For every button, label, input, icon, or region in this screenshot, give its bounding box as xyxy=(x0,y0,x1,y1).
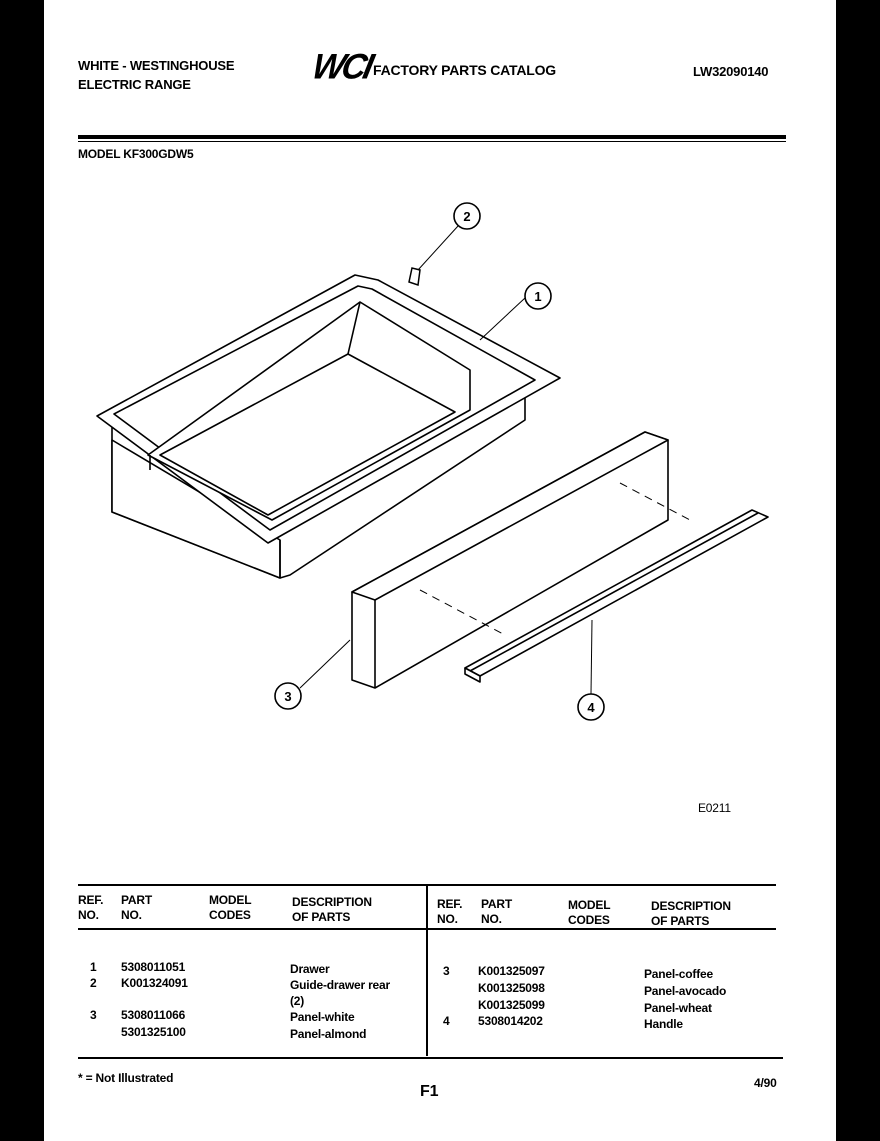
wci-logo: WCI xyxy=(308,47,375,87)
brand-line-2: ELECTRIC RANGE xyxy=(78,77,191,92)
header-model: MODEL xyxy=(568,898,611,912)
header-part-no: NO. xyxy=(481,912,502,926)
brand-line-1: WHITE - WESTINGHOUSE xyxy=(78,58,235,73)
part-no: 5308011051 xyxy=(121,960,186,974)
catalog-number: LW32090140 xyxy=(693,64,769,79)
part-description: Panel-coffee xyxy=(644,967,713,981)
ref-no: 4 xyxy=(443,1014,450,1028)
callout-2 xyxy=(454,203,480,229)
not-illustrated-note: * = Not Illustrated xyxy=(78,1071,174,1085)
part-no: K001325097 xyxy=(478,964,545,978)
header-of-parts: OF PARTS xyxy=(651,914,710,928)
part-description: Handle xyxy=(644,1017,683,1031)
catalog-title: FACTORY PARTS CATALOG xyxy=(373,62,556,78)
table-divider xyxy=(426,884,428,1056)
figure-code: E0211 xyxy=(698,801,731,815)
callout-4 xyxy=(578,694,604,720)
ref-no: 2 xyxy=(90,976,97,990)
header-description: DESCRIPTION xyxy=(651,899,731,913)
part-description: Panel-avocado xyxy=(644,984,727,998)
svg-text:2: 2 xyxy=(463,209,471,224)
part-description: (2) xyxy=(290,994,305,1008)
header-ref: REF. xyxy=(437,897,463,911)
drawer-guide-part xyxy=(409,268,420,285)
ref-no: 3 xyxy=(443,964,450,978)
callout-3 xyxy=(275,683,301,709)
part-no: K001325099 xyxy=(478,998,545,1012)
part-description: Panel-almond xyxy=(290,1027,367,1041)
svg-text:1: 1 xyxy=(534,289,542,304)
table-bottom-rule xyxy=(78,1057,783,1059)
header-model: MODEL xyxy=(209,893,252,907)
part-description: Guide-drawer rear xyxy=(290,978,390,992)
header-description: DESCRIPTION xyxy=(292,895,372,909)
model-label: MODEL KF300GDW5 xyxy=(78,147,194,161)
header-ref-no: NO. xyxy=(78,908,99,922)
page-number: F1 xyxy=(420,1083,439,1100)
revision-date: 4/90 xyxy=(754,1076,777,1090)
header-part: PART xyxy=(121,893,152,907)
header-codes: CODES xyxy=(209,908,251,922)
part-no: K001325098 xyxy=(478,981,545,995)
part-description: Panel-white xyxy=(290,1010,355,1024)
header-of-parts: OF PARTS xyxy=(292,910,351,924)
header-part: PART xyxy=(481,897,512,911)
svg-text:4: 4 xyxy=(587,700,595,715)
part-description: Panel-wheat xyxy=(644,1001,712,1015)
header-part-no: NO. xyxy=(121,908,142,922)
svg-text:3: 3 xyxy=(284,689,292,704)
part-no: 5308011066 xyxy=(121,1008,186,1022)
header-ref-no: NO. xyxy=(437,912,458,926)
part-no: 5308014202 xyxy=(478,1014,543,1028)
part-no: 5301325100 xyxy=(121,1025,186,1039)
ref-no: 3 xyxy=(90,1008,97,1022)
header-codes: CODES xyxy=(568,913,610,927)
part-no: K001324091 xyxy=(121,976,188,990)
part-description: Drawer xyxy=(290,962,330,976)
ref-no: 1 xyxy=(90,960,97,974)
header-ref: REF. xyxy=(78,893,104,907)
callout-1 xyxy=(525,283,551,309)
